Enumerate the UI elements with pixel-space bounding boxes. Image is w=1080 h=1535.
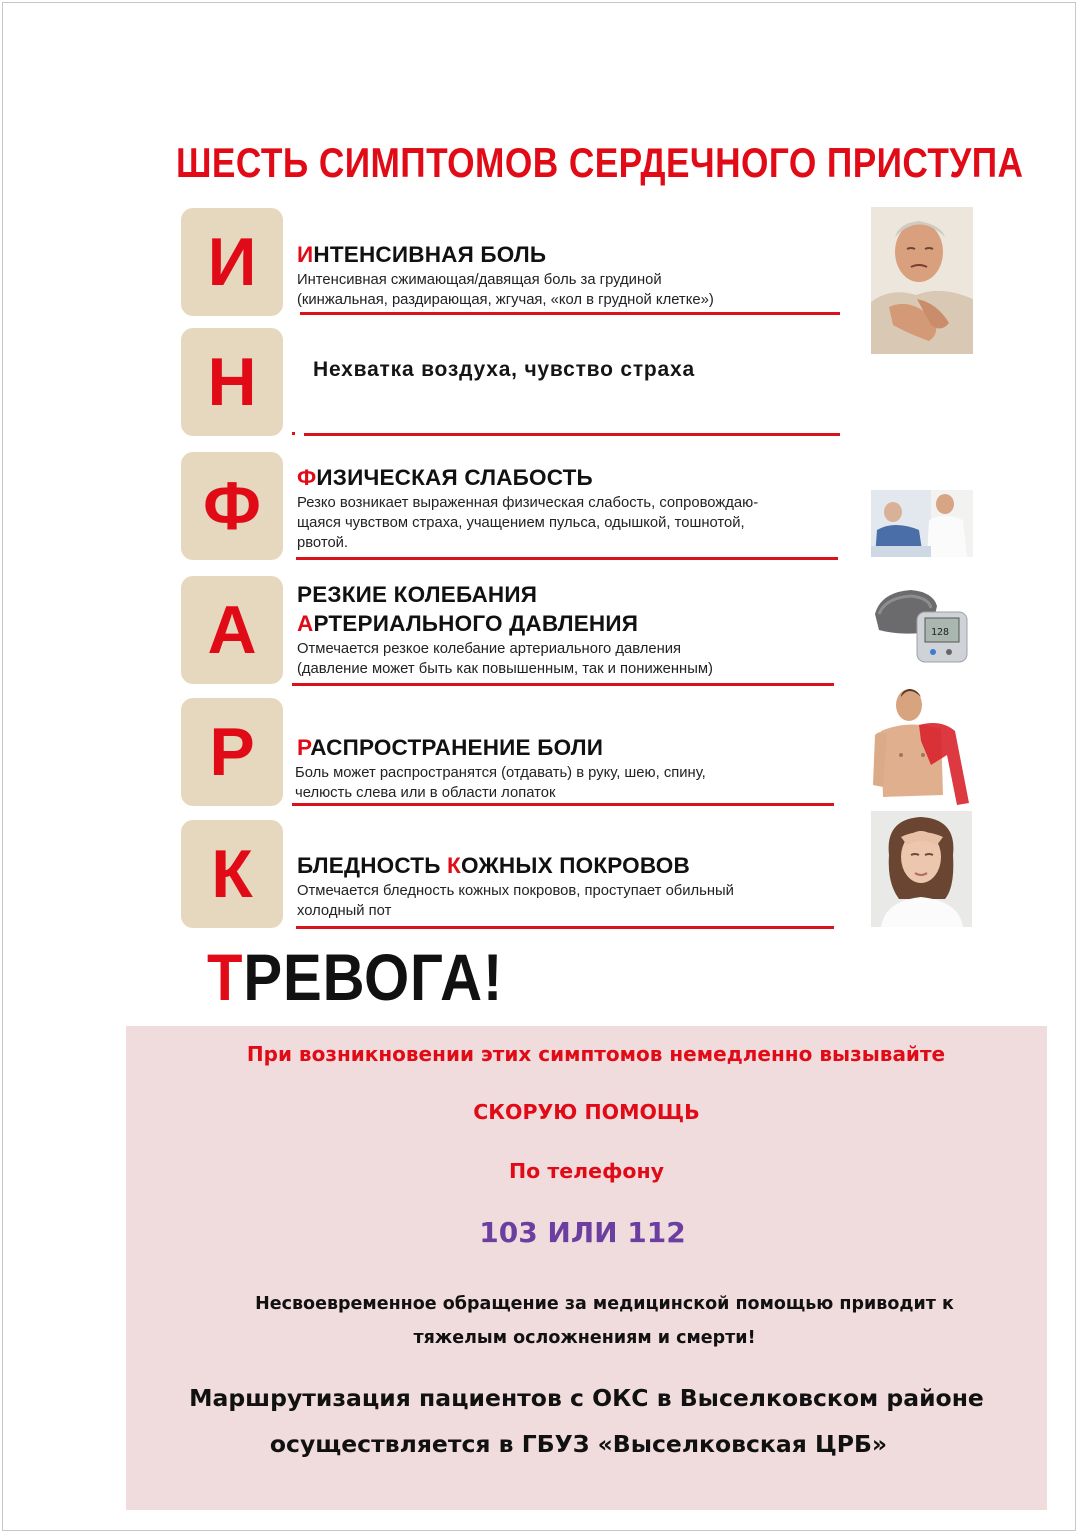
letter-tile-f: Ф [181, 452, 283, 560]
warning-line-2: тяжелым осложнениям и смерти! [413, 1328, 756, 1348]
symptom-title: БЛЕДНОСТЬ КОЖНЫХ ПОКРОВОВ [297, 853, 690, 878]
ambulance-label: СКОРУЮ ПОМОЩЬ [473, 1100, 700, 1124]
divider [300, 312, 840, 315]
symptom-description: Резко возникает выраженная физическая слабость, сопровождаю- щаяся чувством страха, учащением пульса, одышкой, тошнотой, рвотой. [297, 495, 759, 551]
routing-line-1: Маршрутизация пациентов с ОКС в Выселковском районе [189, 1384, 984, 1412]
page-title: ШЕСТЬ СИМПТОМОВ СЕРДЕЧНОГО ПРИСТУПА [176, 139, 1024, 186]
man-chest-pain-photo [871, 207, 973, 354]
divider [292, 683, 834, 686]
call-instruction: При возникновении этих симптомов немедленно вызывайте [246, 1042, 946, 1066]
symptom-description: Интенсивная сжимающая/давящая боль за грудиной (кинжальная, раздирающая, жгучая, «кол в грудной клетке») [297, 272, 714, 308]
svg-text:128: 128 [931, 627, 950, 638]
symptom-title: РАСПРОСТРАНЕНИЕ БОЛИ [297, 735, 604, 760]
pain-spread-body-illustration [871, 685, 971, 808]
letter-tile-r: Р [181, 698, 283, 806]
emergency-info-box [126, 1026, 1047, 1510]
symptom-description: Боль может распространятся (отдавать) в руку, шею, спину, челюсть слева или в области лопаток [295, 765, 706, 801]
divider [304, 433, 840, 436]
divider [296, 926, 834, 929]
symptom-title-line: РЕЗКИЕ КОЛЕБАНИЯ [297, 582, 538, 607]
letter-tile-i: И [181, 208, 283, 316]
alarm-heading: ТРЕВОГА! [207, 940, 504, 1014]
phone-label: По телефону [508, 1159, 665, 1183]
warning-line-1: Несвоевременное обращение за медицинской помощью приводит к [255, 1294, 954, 1314]
phone-numbers: 103 ИЛИ 112 [479, 1216, 686, 1249]
symptom-title: АРТЕРИАЛЬНОГО ДАВЛЕНИЯ [297, 611, 639, 636]
letter-tile-k: К [181, 820, 283, 928]
divider [296, 557, 838, 560]
symptom-description: Отмечается резкое колебание артериального давления (давление может быть как повышенным, так и пониженным) [297, 641, 713, 677]
divider [292, 803, 834, 806]
pale-woman-photo [871, 811, 972, 927]
routing-line-2: осуществляется в ГБУЗ «Выселковская ЦРБ» [269, 1430, 888, 1458]
symptom-title: ФИЗИЧЕСКАЯ СЛАБОСТЬ [297, 465, 593, 490]
blood-pressure-monitor-photo [871, 584, 971, 668]
divider-dot [292, 432, 295, 435]
symptom-title: ИНТЕНСИВНАЯ БОЛЬ [297, 242, 547, 267]
symptom-text: Нехватка воздуха, чувство страха [313, 358, 695, 381]
letter-tile-a: А [181, 576, 283, 684]
symptom-description: Отмечается бледность кожных покровов, проступает обильный холодный пот [297, 883, 734, 919]
doctor-patient-photo [871, 490, 973, 557]
letter-tile-n: Н [181, 328, 283, 436]
